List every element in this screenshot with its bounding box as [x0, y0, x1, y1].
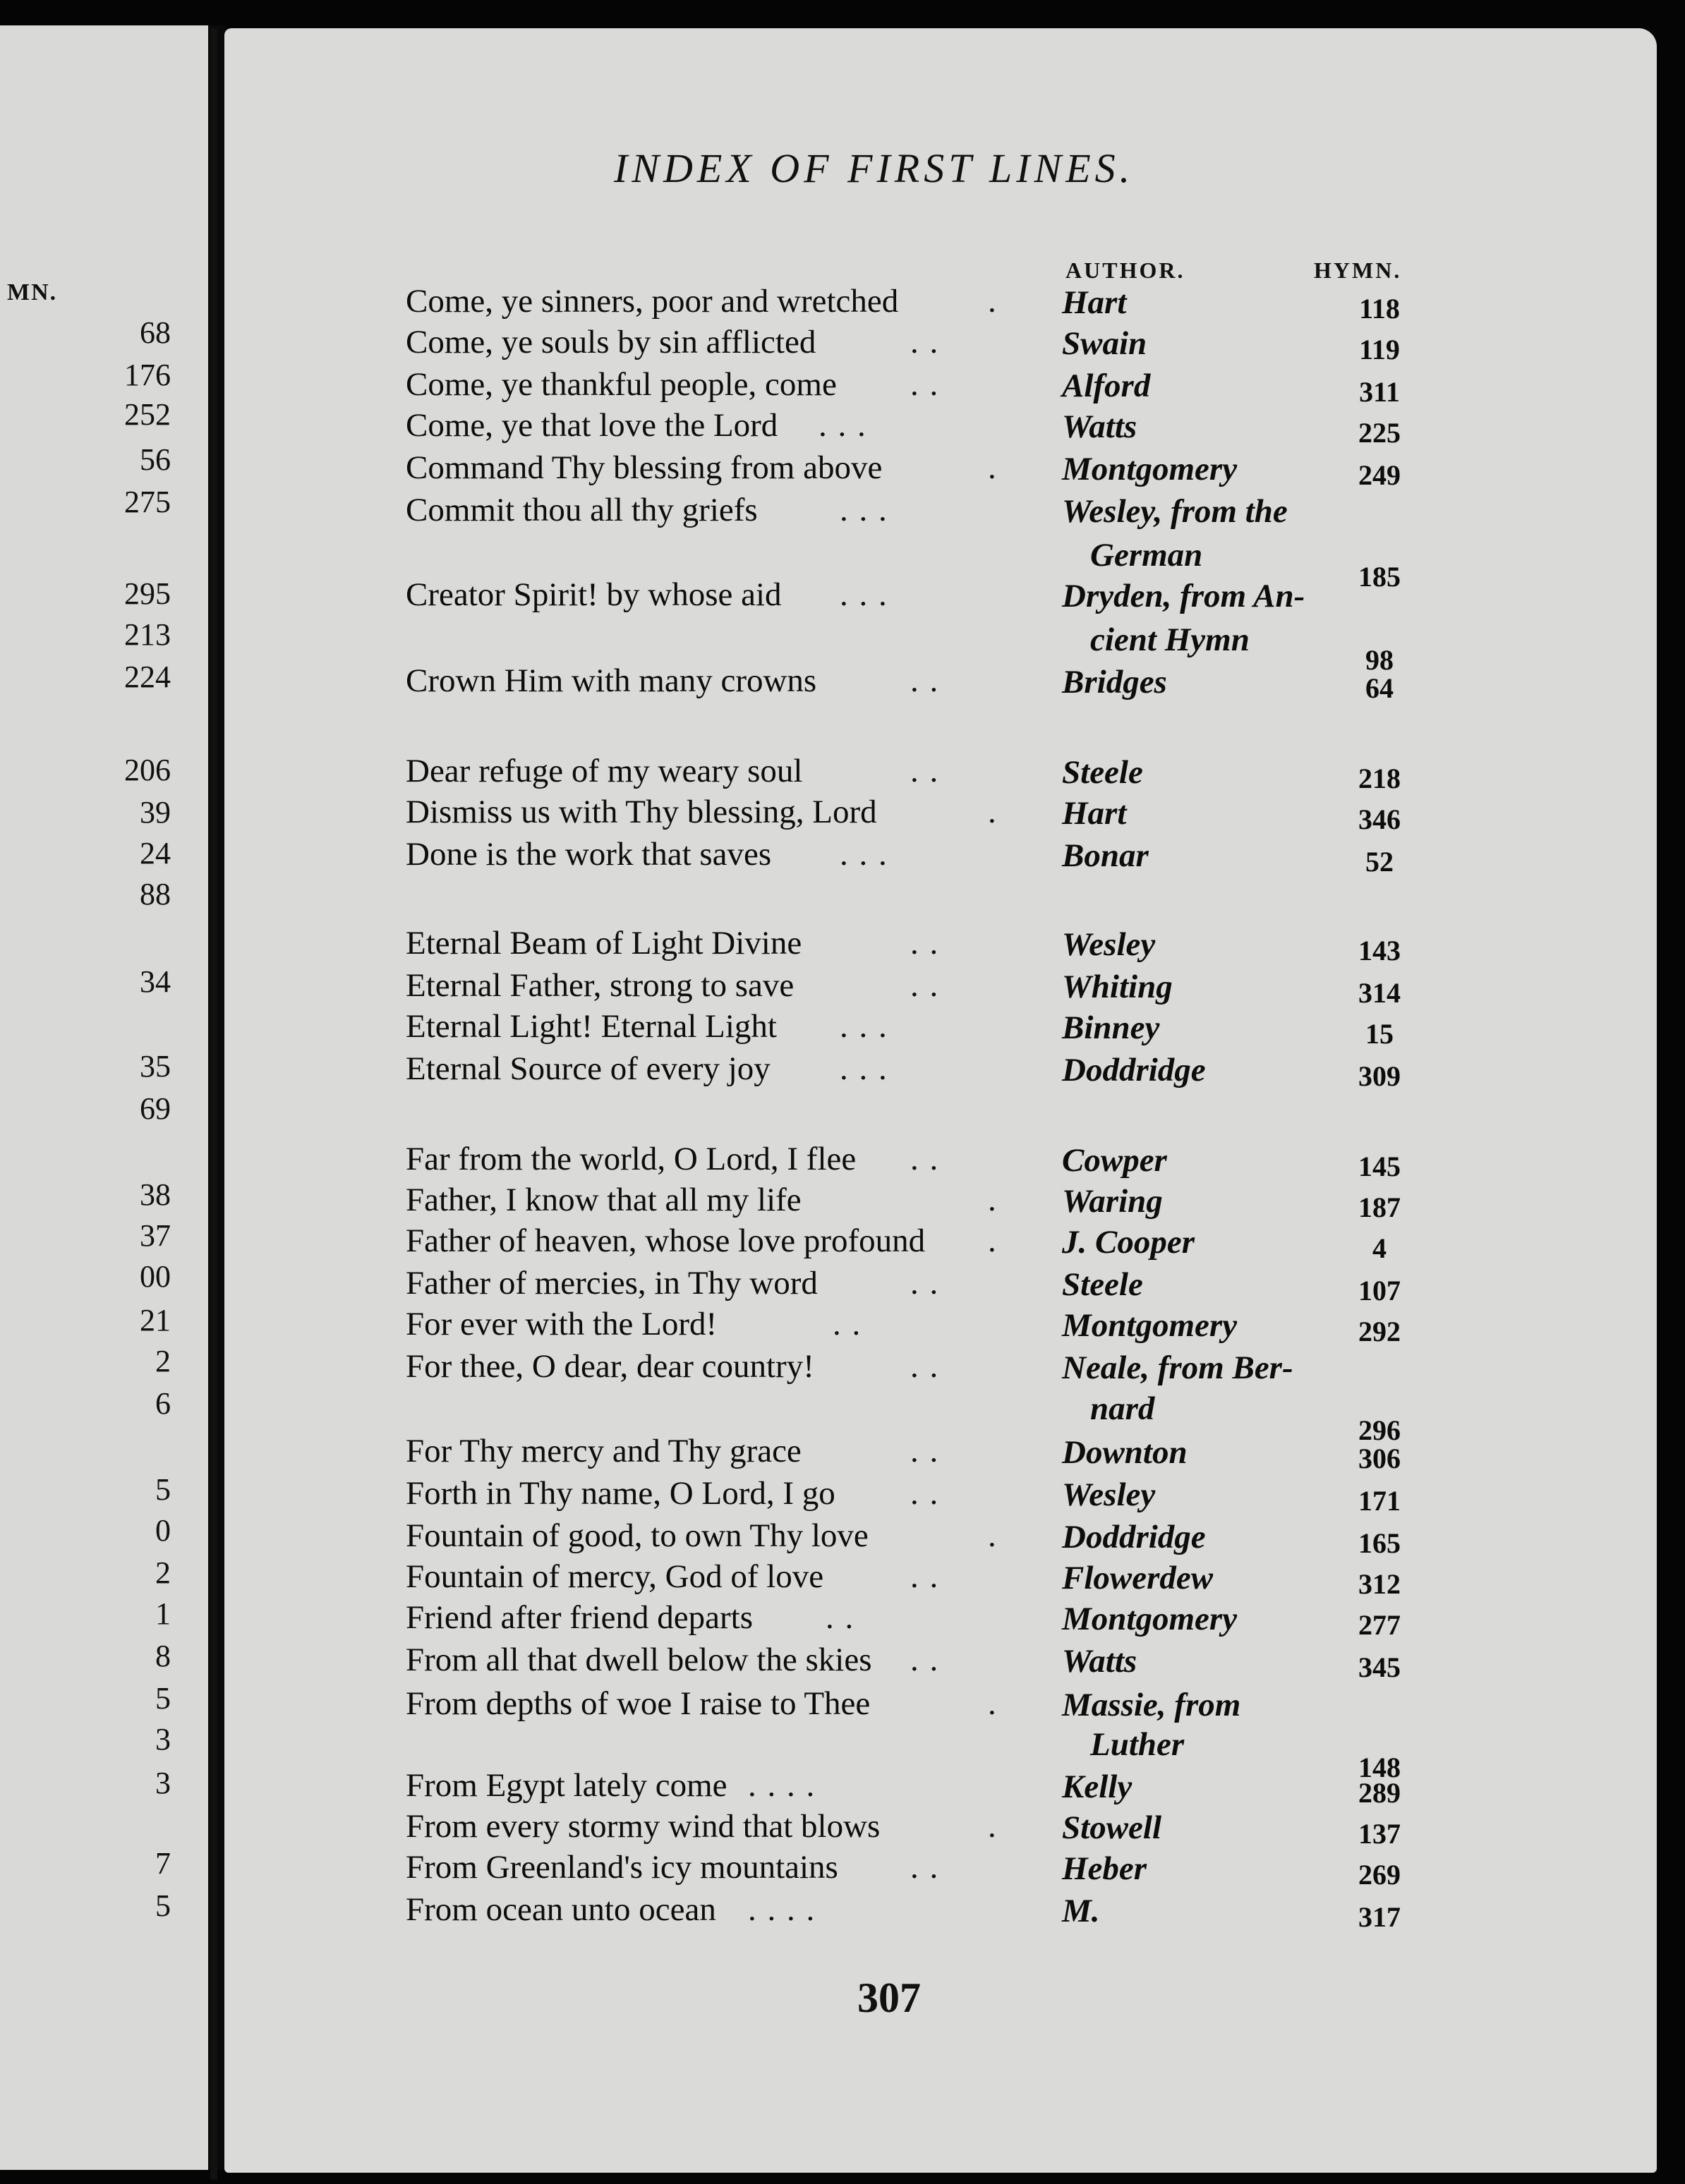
entry-first-line: From depths of woe I raise to Thee [406, 1685, 871, 1722]
entry-leader-dots: . [988, 794, 998, 830]
entry-hymn-number: 148 [1358, 1752, 1401, 1783]
left-page-hymn-number: 68 [140, 315, 171, 350]
entry-hymn-number: 296 [1358, 1414, 1401, 1446]
entry-first-line: From Egypt lately come [406, 1767, 727, 1804]
entry-author: Heber [1062, 1850, 1147, 1887]
entry-leader-dots: . . [910, 662, 940, 699]
entry-hymn-number: 249 [1358, 459, 1401, 491]
left-page-hymn-number: 21 [140, 1303, 171, 1337]
left-page-hymn-number: 206 [124, 753, 171, 787]
entry-first-line: Done is the work that saves [406, 836, 772, 873]
left-page-hymn-number: 295 [124, 576, 171, 611]
left-page-hymn-number: 5 [155, 1681, 171, 1716]
entry-author: Massie, from [1062, 1687, 1241, 1723]
entry-leader-dots: . [988, 1685, 998, 1722]
entry-leader-dots: . [988, 1182, 998, 1218]
entry-hymn-number: 64 [1365, 672, 1394, 704]
left-page-hymn-number: 5 [155, 1888, 171, 1923]
entry-first-line: Crown Him with many crowns [406, 662, 817, 699]
entry-hymn-number: 312 [1358, 1568, 1401, 1600]
entry-leader-dots: . [988, 1517, 998, 1554]
entry-author: Flowerdew [1062, 1560, 1214, 1596]
entry-leader-dots: . . [910, 324, 940, 360]
entry-first-line: From Greenland's icy mountains [406, 1849, 838, 1886]
left-page-hymn-number: 7 [155, 1846, 171, 1881]
entry-first-line: Come, ye that love the Lord [406, 407, 778, 444]
entry-author: Waring [1062, 1183, 1163, 1220]
entry-leader-dots: . [988, 1223, 998, 1259]
entry-hymn-number: 314 [1358, 977, 1401, 1009]
entry-hymn-number: 309 [1358, 1060, 1401, 1092]
entry-first-line: For thee, O dear, dear country! [406, 1348, 814, 1385]
entry-leader-dots: . . [910, 1642, 940, 1678]
entry-first-line: Father, I know that all my life [406, 1182, 802, 1218]
entry-hymn-number: 292 [1358, 1316, 1401, 1347]
entry-hymn-number: 277 [1358, 1609, 1401, 1641]
entry-author: Montgomery [1062, 1307, 1238, 1344]
entry-author: Stowell [1062, 1809, 1162, 1846]
entry-hymn-number: 289 [1358, 1777, 1401, 1809]
entry-hymn-number: 185 [1358, 561, 1401, 593]
entry-first-line: Eternal Father, strong to save [406, 967, 795, 1004]
entry-author: Wesley [1062, 1476, 1156, 1513]
left-page-hymn-numbers [0, 25, 213, 2170]
entry-hymn-number: 269 [1358, 1859, 1401, 1891]
entry-leader-dots: . . [910, 1475, 940, 1512]
entry-author: J. Cooper [1062, 1224, 1195, 1261]
entry-hymn-number: 145 [1358, 1151, 1401, 1182]
entry-author: Alford [1062, 368, 1151, 404]
entry-first-line: Father of heaven, whose love profound [406, 1223, 926, 1259]
left-page-hymn-number: 3 [155, 1766, 171, 1800]
entry-author: Swain [1062, 325, 1147, 362]
left-page-hymn-number: 3 [155, 1722, 171, 1757]
entry-leader-dots: . . [910, 1348, 940, 1385]
entry-hymn-number: 143 [1358, 935, 1401, 966]
entry-first-line: Dear refuge of my weary soul [406, 753, 803, 789]
left-page-hymn-number: 39 [140, 795, 171, 830]
entry-leader-dots: . . [910, 1141, 940, 1177]
entry-leader-dots: . . [910, 925, 940, 961]
left-page-hymn-number: 2 [155, 1344, 171, 1378]
entry-leader-dots: . [988, 283, 998, 320]
entry-hymn-number: 171 [1358, 1485, 1401, 1517]
entry-author: Wesley, from the [1062, 493, 1288, 530]
entry-author-continued: German [1090, 537, 1203, 574]
entry-first-line: Friend after friend departs [406, 1599, 753, 1636]
left-page-hymn-number: 213 [124, 617, 171, 652]
page-number: 307 [857, 1974, 921, 2021]
entry-leader-dots: . . . [840, 576, 888, 613]
entry-author: Watts [1062, 408, 1137, 445]
left-page-hymn-number: 34 [140, 964, 171, 999]
entry-first-line: Dismiss us with Thy blessing, Lord [406, 794, 877, 830]
entry-hymn-number: 311 [1359, 376, 1400, 408]
entry-hymn-number: 107 [1358, 1275, 1401, 1306]
entry-leader-dots: . . . [840, 1008, 888, 1045]
entry-leader-dots: . . [833, 1306, 862, 1342]
entry-leader-dots: . . [910, 1265, 940, 1302]
entry-hymn-number: 187 [1358, 1191, 1401, 1223]
left-page [0, 25, 213, 2170]
entry-first-line: Fountain of mercy, God of love [406, 1558, 824, 1595]
entry-hymn-number: 52 [1365, 846, 1394, 878]
entry-leader-dots: . . [910, 1433, 940, 1469]
entry-hymn-number: 306 [1358, 1443, 1401, 1474]
entry-author-continued: nard [1090, 1390, 1155, 1427]
entry-author: Binney [1062, 1009, 1160, 1046]
left-page-hymn-number: 56 [140, 442, 171, 477]
entry-author: Steele [1062, 754, 1143, 791]
left-page-hymn-number: 69 [140, 1091, 171, 1126]
entry-author: Whiting [1062, 969, 1173, 1005]
entry-first-line: Commit thou all thy griefs [406, 492, 758, 528]
entry-author: Steele [1062, 1266, 1143, 1303]
left-page-hymn-number: 252 [124, 397, 171, 432]
entry-first-line: Fountain of good, to own Thy love [406, 1517, 869, 1554]
left-page-hymn-number: 00 [140, 1259, 171, 1294]
entry-first-line: From ocean unto ocean [406, 1891, 716, 1928]
entry-first-line: For ever with the Lord! [406, 1306, 718, 1342]
entry-leader-dots: . . . [840, 492, 888, 528]
entry-leader-dots: . . . [840, 836, 888, 873]
entry-first-line: For Thy mercy and Thy grace [406, 1433, 802, 1469]
entry-hymn-number: 4 [1372, 1232, 1387, 1264]
entry-first-line: Come, ye souls by sin afflicted [406, 324, 816, 360]
entry-hymn-number: 137 [1358, 1818, 1401, 1850]
entry-hymn-number: 15 [1365, 1018, 1394, 1050]
entry-leader-dots: . . [910, 967, 940, 1004]
entry-author: Bridges [1062, 664, 1167, 700]
left-page-hymn-number: 2 [155, 1555, 171, 1590]
author-column-header: AUTHOR. [1065, 257, 1185, 283]
entry-leader-dots: . . . . [748, 1767, 816, 1804]
left-page-hymn-number: 176 [124, 358, 171, 392]
entry-hymn-number: 165 [1358, 1527, 1401, 1559]
entry-author-continued: cient Hymn [1090, 621, 1250, 658]
entry-first-line: Command Thy blessing from above [406, 449, 883, 486]
entry-hymn-number: 225 [1358, 417, 1401, 449]
entry-first-line: Eternal Light! Eternal Light [406, 1008, 777, 1045]
left-page-hymn-number: 24 [140, 836, 171, 870]
spine-line [210, 28, 217, 2180]
entry-author: Hart [1062, 795, 1127, 832]
left-page-hymn-number: 35 [140, 1049, 171, 1084]
entry-hymn-number: 317 [1358, 1901, 1401, 1933]
left-page-hymn-number: 224 [124, 660, 171, 694]
entry-leader-dots: . [988, 449, 998, 486]
entry-author: Downton [1062, 1434, 1188, 1471]
page-title: INDEX OF FIRST LINES. [614, 145, 1135, 191]
entry-author: Kelly [1062, 1769, 1133, 1805]
left-page-hymn-number: 37 [140, 1218, 171, 1253]
entry-author-continued: Luther [1090, 1726, 1185, 1763]
entry-author: Montgomery [1062, 1601, 1238, 1637]
entry-leader-dots: . . [910, 753, 940, 789]
entry-hymn-number: 345 [1358, 1651, 1401, 1683]
entry-first-line: From every stormy wind that blows [406, 1808, 881, 1845]
left-page-hymn-number: 8 [155, 1639, 171, 1673]
entry-first-line: From all that dwell below the skies [406, 1642, 872, 1678]
entry-first-line: Far from the world, O Lord, I flee [406, 1141, 857, 1177]
entry-hymn-number: 118 [1359, 293, 1400, 324]
entry-leader-dots: . . . [819, 407, 867, 444]
entry-author: Doddridge [1062, 1519, 1206, 1555]
entry-first-line: Eternal Beam of Light Divine [406, 925, 802, 961]
entry-first-line: Come, ye thankful people, come [406, 366, 837, 403]
left-page-hymn-number: 275 [124, 485, 171, 519]
left-page-hymn-number: 38 [140, 1177, 171, 1212]
entry-author: Watts [1062, 1643, 1137, 1680]
entry-hymn-number: 119 [1359, 334, 1400, 365]
entry-leader-dots: . . [910, 1558, 940, 1595]
entry-leader-dots: . . [910, 1849, 940, 1886]
entry-author: Wesley [1062, 926, 1156, 963]
entry-leader-dots: . . . [840, 1050, 888, 1087]
left-page-hymn-number: 88 [140, 877, 171, 911]
entry-first-line: Come, ye sinners, poor and wretched [406, 283, 899, 320]
left-page-column-header: MN. [7, 279, 58, 305]
entry-first-line: Forth in Thy name, O Lord, I go [406, 1475, 835, 1512]
entry-author: Dryden, from An- [1062, 578, 1305, 614]
left-page-hymn-number: 0 [155, 1513, 171, 1548]
entry-leader-dots: . . [910, 366, 940, 403]
entry-author: Cowper [1062, 1142, 1167, 1179]
hymn-column-header: HYMN. [1314, 257, 1402, 283]
entry-author: M. [1062, 1893, 1100, 1929]
entry-first-line: Father of mercies, in Thy word [406, 1265, 818, 1302]
entry-author: Hart [1062, 284, 1127, 321]
entry-leader-dots: . . [826, 1599, 855, 1636]
entry-author: Bonar [1062, 837, 1149, 874]
left-page-hymn-number: 1 [155, 1596, 171, 1631]
entry-author: Neale, from Ber- [1062, 1349, 1293, 1386]
entry-leader-dots: . . . . [748, 1891, 816, 1928]
entry-hymn-number: 346 [1358, 803, 1401, 835]
entry-first-line: Creator Spirit! by whose aid [406, 576, 782, 613]
entry-hymn-number: 218 [1358, 763, 1401, 794]
entry-first-line: Eternal Source of every joy [406, 1050, 771, 1087]
entry-author: Montgomery [1062, 451, 1238, 487]
entry-hymn-number: 98 [1365, 644, 1394, 676]
entry-author: Doddridge [1062, 1052, 1206, 1088]
left-page-hymn-number: 5 [155, 1472, 171, 1507]
left-page-hymn-number: 6 [155, 1386, 171, 1421]
entry-leader-dots: . [988, 1808, 998, 1845]
